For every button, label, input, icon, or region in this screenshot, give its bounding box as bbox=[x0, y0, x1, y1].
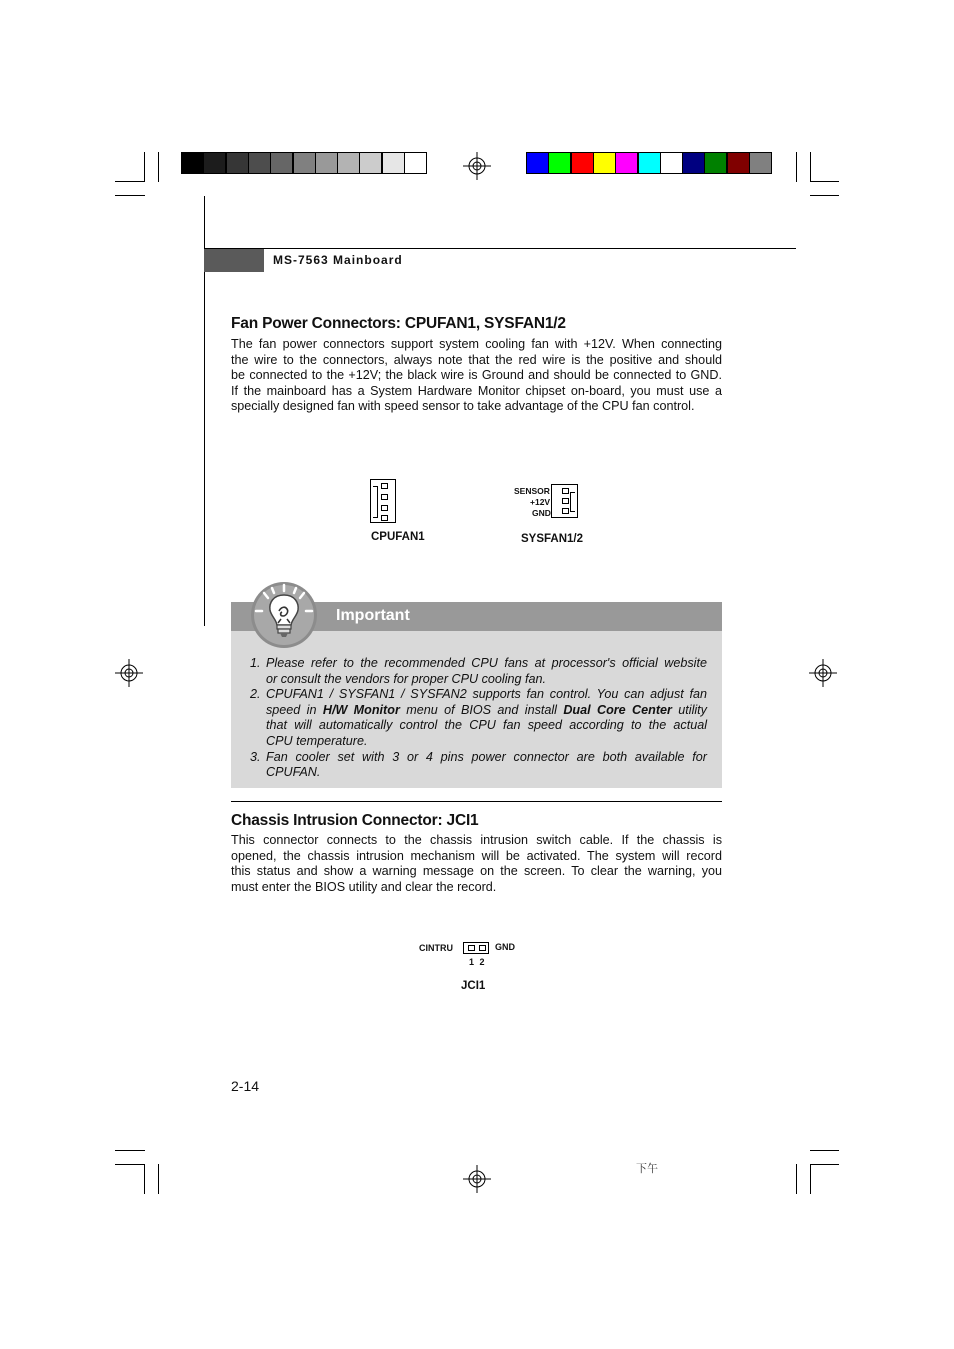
item-line: CPU temperature. bbox=[266, 733, 368, 748]
header-rule bbox=[204, 248, 796, 249]
color-swatch bbox=[526, 152, 549, 174]
item-line: CPUFAN1 / SYSFAN1 / SYSFAN2 supports fan control. You can adjust fan bbox=[266, 687, 707, 702]
lightbulb-icon bbox=[250, 579, 320, 651]
color-swatch bbox=[181, 152, 204, 174]
item-line: that will automatically control the CPU fan speed according to the actual bbox=[266, 718, 707, 733]
color-swatch bbox=[248, 152, 271, 174]
fan-section-body bbox=[231, 337, 722, 415]
important-item bbox=[250, 750, 707, 781]
header-tab bbox=[204, 249, 264, 272]
color-swatch bbox=[727, 152, 750, 174]
registration-target-icon bbox=[463, 1165, 491, 1193]
color-swatch bbox=[382, 152, 405, 174]
important-title: Important bbox=[336, 607, 410, 624]
color-swatch bbox=[293, 152, 316, 174]
section-divider bbox=[231, 801, 722, 802]
jci1-left-label: CINTRU bbox=[419, 943, 453, 953]
jci1-connector bbox=[463, 942, 489, 954]
color-swatch bbox=[226, 152, 249, 174]
important-item bbox=[250, 687, 707, 749]
registration-target-icon bbox=[115, 659, 143, 687]
color-swatch bbox=[704, 152, 727, 174]
chassis-section-heading: Chassis Intrusion Connector: JCI1 bbox=[231, 812, 479, 829]
fan-section-heading: Fan Power Connectors: CPUFAN1, SYSFAN1/2 bbox=[231, 315, 566, 332]
sysfan-label: SYSFAN1/2 bbox=[521, 533, 583, 545]
jci1-right-label: GND bbox=[495, 942, 515, 952]
page-number: 2-14 bbox=[231, 1078, 260, 1094]
chassis-body-line: This connector connects to the chassis intrusion switch cable. If the chassis is bbox=[231, 833, 722, 847]
jci1-pin-numbers: 1 2 bbox=[469, 957, 485, 967]
item-number: 2. bbox=[250, 687, 261, 702]
fan-body-line: specially designed fan with speed sensor to take advantage of the CPU fan control. bbox=[231, 399, 695, 414]
color-swatch bbox=[615, 152, 638, 174]
color-swatch bbox=[638, 152, 661, 174]
sysfan-pin-label: SENSOR bbox=[514, 486, 550, 496]
color-swatch bbox=[593, 152, 616, 174]
item-line: Please refer to the recommended CPU fans at processor's official website bbox=[266, 656, 707, 670]
color-swatch bbox=[548, 152, 571, 174]
header-title: MS-7563 Mainboard bbox=[273, 253, 403, 267]
sysfan-connector bbox=[551, 484, 578, 518]
important-item bbox=[250, 656, 707, 687]
item-line: speed in H/W Monitor menu of BIOS and install Dual Core Center utility bbox=[266, 702, 707, 717]
registration-target-icon bbox=[809, 659, 837, 687]
color-swatch bbox=[315, 152, 338, 174]
jci1-label: JCI1 bbox=[461, 980, 486, 992]
color-swatch bbox=[337, 152, 360, 174]
item-number: 3. bbox=[250, 749, 261, 764]
item-line: Fan cooler set with 3 or 4 pins power connector are both available for bbox=[266, 749, 707, 764]
color-swatch bbox=[203, 152, 226, 174]
fan-body-line: The fan power connectors support system cooling fan with +12V. When connecting bbox=[231, 337, 722, 351]
color-swatch bbox=[571, 152, 594, 174]
sysfan-pin-label: +12V bbox=[530, 497, 551, 507]
color-swatch bbox=[749, 152, 772, 174]
chassis-section-body bbox=[231, 833, 722, 895]
color-swatch bbox=[682, 152, 705, 174]
important-list bbox=[250, 656, 707, 781]
color-swatch bbox=[404, 152, 427, 174]
fan-body-line: the wire to the connectors, always note that the red wire is the positive and should bbox=[231, 352, 722, 367]
fan-body-line: If the mainboard has a System Hardware Monitor chipset on-board, you must use a bbox=[231, 383, 722, 398]
sysfan-pin-label: GND bbox=[532, 508, 551, 518]
color-swatch bbox=[359, 152, 382, 174]
item-line: or consult the vendors for proper CPU cooling fan. bbox=[266, 671, 547, 686]
item-line: CPUFAN. bbox=[266, 765, 321, 780]
cpufan1-label: CPUFAN1 bbox=[371, 531, 425, 543]
chassis-body-line: must enter the BIOS utility and clear the record. bbox=[231, 879, 497, 894]
color-swatch bbox=[270, 152, 293, 174]
item-number: 1. bbox=[250, 656, 261, 670]
chassis-body-line: this status and show a warning message on the screen. To clear the warning, you bbox=[231, 864, 722, 879]
color-swatch bbox=[660, 152, 683, 174]
cpufan1-connector bbox=[370, 479, 396, 523]
chassis-body-line: opened, the chassis intrusion mechanism will be activated. The system will record bbox=[231, 848, 722, 863]
registration-target-icon bbox=[463, 152, 491, 180]
footer-mark: 下午 bbox=[636, 1162, 658, 1175]
fan-body-line: be connected to the +12V; the black wire is Ground and should be connected to GND. bbox=[231, 368, 722, 383]
